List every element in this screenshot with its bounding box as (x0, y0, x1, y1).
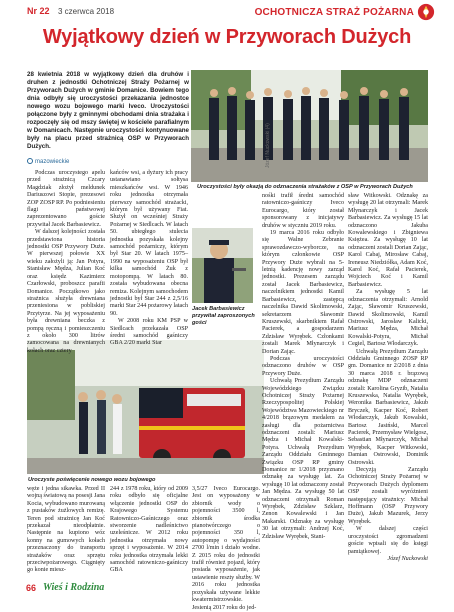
location-icon (27, 158, 33, 164)
col3-paragraph: nośki trafił średni samochód ratowniczo-gaśniczy Iveco Eurocargo, który został sponsorowany z inicjatywy druhów w styczniu 2019 roku. (262, 193, 344, 229)
region-tag[interactable] (27, 158, 69, 165)
truck-photo-illustration (27, 340, 264, 474)
photo-speaker (192, 228, 253, 303)
col2-bottom-paragraph: 244 z 1978 roku, który od 2009 roku odbyło się oficjalne włączenie jednostki OSP do Krajowego Systemu Ratowniczo-Gaśniczego oraz stworzenie nadleśnictwo uzeleśnicze. W 2012 roku jednostka otrzymała nowy sprzęt i wyposażenie. W 2014 roku jednostka otrzymała lekki samochód ratowniczo-gaśniczy GBA (110, 486, 188, 574)
page-number: 66 (26, 583, 37, 593)
section-title: OCHOTNICZA STRAŻ POŻARNA (254, 7, 414, 18)
col1-paragraph: W dalszej kolejności została przedstawiona historia jednostki OSP Przywory Duże. W pierwszej połowie XX wieku założyli ją: Jan Potyra, Stanisław Mędza, Julian Koć oraz księdz Kazimierz Czarłowski, proboszcz parafii Domanice. Początkowo jako strażnica służyła drewniana przeniesiona w pobliskiej Przytyrze. Na jej wyposażeniu była drewniana beczka z pompą ręczną i pomieszczeniu z około 300 litrów zamocowana na drewnianych kołach oraz cztery (27, 229, 105, 354)
col3-paragraph: 19 marca 2016 roku odbyło się Walne Zebranie sprawozdawczo-wyborcze, na którym członkowie OSP Przywory Duże wybrali na 5-letnią kadencję nowy zarząd jednostki. Prezesem zarządu został Jacek Barbasiewicz, naczelnikiem jednostki Kamil Barbasiewicz, zastępcą naczelnika Dawid Skolimowski, sekretarzem Sławomir Kruszewski, skarbnikiem Rafał Pacierek, a gospodarzem Zdzisław Wyrębek. Członkami zostali Marek Młynarczyk i Dorian Zając. (262, 230, 344, 355)
col3-bottom-paragraph: 3,5/27 Iveco Eurocargo. Jest on wyposażony w zbiornik wody o pojemności 3500 l, zbiornik środka pianotwórczego o pojemności 350 l, autopompę o wydajności 2700 l/min i działo wodne. Z 2015 roku do jednostki trafił również pojazd, który posiada wyposażenie, jak ustawienie reszty służby. W 2016 roku jednostka pozyskała używane lekkie kwatermistrzowskie. Jesienią 2017 roku do jed- (192, 486, 260, 611)
col4-paragraph: Za wysługę 5 lat odznaczenia otrzymali: Arnold Zając, Sławomir Kruszewski, Dawid Skolimowski, Kamil Ostrowski, Jarosław Kalicki, Mariusz Mędza, Michał Kowalski-Potyra, Michał Cegiel, Bartosz Włodarczyk. (348, 289, 428, 348)
col4-paragraph: Uchwałą Prezydium Zarządu Oddziału Gminnego ZOSP RP gm. Domanice nr 2/2018 z dnia 30 marca 2018 r. brązową odznakę MDP odznaczeni zostali: Karolina Gryzib, Natalia Kruszewska, Natalia Wyrębek, Weronika Barbasiewicz, Jakub Bryczek, Kacper Koć, Robert Włodarczyk, Jakub Kowalski, Bartosz Jasiński, Marcel Pacierek, Przemysław Wielgosz, Sebastian Młynarczyk, Michał Wyrębek, Kacper Witkowski, Damian Ostrowski, Dominik Ostrowski. (348, 348, 428, 466)
region-tag-label: mazowieckie (35, 159, 70, 165)
caption-top: Uroczystości były okazją do odznaczenia strażaków z OSP w Przyworach Dużych (197, 184, 413, 190)
caption-bottom: Uroczyste poświęcenie nowego wozu bojowego (28, 477, 156, 483)
text-column-1 (27, 170, 105, 355)
col1-bottom-paragraph: węże i jedna sikawka. Przed II wojną światową na posesji Jana Kocia, wybudowano murowaną z pustaków żużlowych remizę. Teren pod strażnicę Jan Koć przekazał nieodpłatnie. Następnie na kupiono wóz konny na gumowych kołach przeznaczony do transportu strażaków oraz sprzętu przeciwpożarowego. Ciągnięty go konie miesz- (27, 486, 105, 574)
col4-paragraph: sław Witkowski. Odznakę za wysługę 20 lat otrzymali: Marek Młynarczyk i Jacek Barbasiewicz. Za wysługę 15 lat odznaczono Jakuba Kowalewskiego i Zbigniewa Księżea. Za wysługę 10 lat odznaczeni zostali Dorian Zając, Karol Cabaj, Mirosław Cabaj, Ireneusz Niedziółka, Adam Koć, Karol Koć, Rafał Pacierek, Wojciech Koć i Kamil Barbasiewicz. (348, 193, 428, 288)
photo-credit: Józef Nuckowski (4) (265, 123, 271, 168)
article-signature: Józef Nuckowski (387, 555, 428, 562)
col3-paragraph: Uchwałą Prezydium Zarządu Wojewódzkiego Związku Ochotniczej Straży Pożarnej Rzeczypospolitej Polskiej Województwa Mazowieckiego nr 4/2018 brązowym medalem za zasługi dla pożarnictwa odznaczeni zostali: Mariusz Mędza i Michał Kowalski-Potyra. Uchwałą Prezydium Zarządu Oddziału Gminnego Związku OSP RP gminy Domanice nr 1/2018 przyznano odznakę za wysługę lat. Za wysługę 10 lat odznaczony został Jan Mędza. Za wysługę 50 lat odznaczeni otrzymali Roman Wyrębek, Zdzisław Szklarz, Zenon Kowalewski i Jan Makarski. Odznakę za wysługę 30 lat otrzymali: Andrzej Koć, Zdzisław Wyrębek, Stani- (262, 378, 344, 540)
issue-date: 3 czerwca 2018 (58, 7, 115, 16)
issue-number: Nr 22 (27, 6, 50, 16)
text-column-1-bottom (27, 486, 105, 575)
magazine-name: Wieś i Rodzina (43, 582, 105, 593)
text-column-4 (348, 193, 428, 563)
col1-paragraph: Podczas uroczystego apelu przed strażnicą Czcary Magdziak złożył meldunek Dariuszowi Stopie, prezesowi ZOP ZOSP RP. Po podniesieniu flagi państwowej zaprezentowano goście przywitał Jacek Barbasiewicz. (27, 170, 105, 228)
fire-brigade-emblem-icon (417, 3, 435, 21)
page-header (0, 0, 454, 24)
firefighters-photo-illustration (191, 70, 428, 182)
col2-paragraph: W 2008 roku KM PSP w Siedlcach przekazała OSP średni samochód gaśniczy GBA 2/20 marki Star (110, 318, 188, 347)
speaker-photo-illustration (192, 228, 253, 303)
col4-paragraph: Decyzją Zarządu Ochotniczej Straży Pożarnej w Przyworach Dużych dyplomem OSP zostali wyróżnieni następujący strażnicy: Michał Hoffmann (OSP Przywory Duże), Jakub Mazurek, Jerzy Wyrębek. (348, 467, 428, 525)
text-column-3-bottom (192, 486, 260, 612)
article-lead: 28 kwietnia 2018 w wyjątkowy dzień dla druhów i druhen z jednostki Ochotniczej Straży Pożarnej w Przyworach Dużych w gminie Domanice. Bowiem tego dnia odbyły się uroczystości przekazania jednostce nowego wozu bojowego marki Iveco. Uroczystości połączone były z gminnymi obchodami dnia strażaka i rozpoczęły się od mszy świętej w kościele parafialnym w Domanicach. Następnie uroczystości kontynuowane były na placu przed strażnicą OSP w Przyworach Dużych. (27, 71, 189, 151)
caption-middle: Jacek Barbasiewicz przywitał zaproszonych gości (192, 306, 255, 326)
article-title: Wyjątkowy dzień w Przyworach Dużych (42, 26, 412, 48)
text-column-2 (110, 170, 188, 348)
col2-paragraph: kańców wsi, a dyżury ich pracy ustanawiano sołtysa mieszkańców wsi. W 1946 roku jednostka otrzymała pierwszy samochód strażacki, którym był używany Fiat. Służył on wcześniej Straży Pożarnej w Siedlcach. W latach 50. ubiegłego stulecia jednostka pozyskała kolejny samochód pożarniczy, którym był Star 20. W latach 1975–1990 na wyposażeniu OSP był kilka samochód Żuk z motopompą. W latach 80. została wybudowana obecna remiza. Kolejnym samochodem jednostki był Star 244 z 2,5/16 marki Star 244 pożarowy latach 90. (110, 170, 188, 317)
text-column-2-bottom (110, 486, 188, 575)
text-column-3 (262, 193, 344, 541)
photo-firefighters-formation (191, 70, 428, 182)
col3-paragraph: Podczas uroczystości odznaczono druhów w OSP Przywory Duże. (262, 355, 344, 377)
photo-new-truck (27, 340, 264, 474)
col4-paragraph: W dalszej części uroczystości zgromadzeni goście wpisali się do księgi pamiątkowej. (348, 526, 428, 555)
